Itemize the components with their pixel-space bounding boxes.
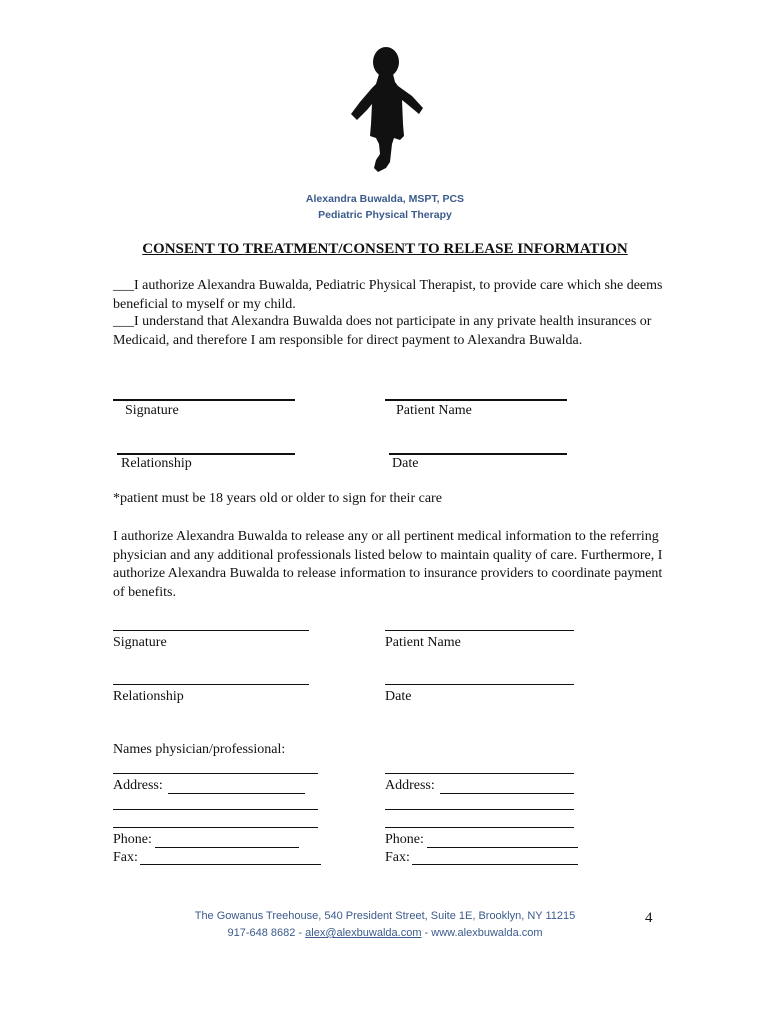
relationship-line[interactable] [117,453,295,455]
consent-treatment-paragraph: ___I authorize Alexandra Buwalda, Pediatric Physical Therapist, to provide care which she deems beneficial to myself or my child. [113,278,663,312]
address-line-right[interactable] [440,793,574,794]
document-title: CONSENT TO TREATMENT/CONSENT TO RELEASE INFORMATION [142,241,628,257]
footer-phone: 917-648 8682 [227,927,296,939]
address-line-2-left[interactable] [113,809,318,810]
release-information-paragraph: I authorize Alexandra Buwalda to release any or all pertinent medical information to the referring physician and any additional professionals listed below to maintain quality of care. Furthermore, I authorize Alexandra Buwalda to release information to insurance providers to coordinate payment of benefits. [113,529,663,600]
date-line[interactable] [389,453,567,455]
phone-line-left[interactable] [155,847,299,848]
age-requirement-note: *patient must be 18 years old or older to sign for their care [113,491,442,506]
patient-name-label: Patient Name [396,403,472,418]
child-silhouette-icon [346,44,426,176]
phone-label-left: Phone: [113,832,152,847]
professionals-heading: Names physician/professional: [113,742,286,757]
relationship-label: Relationship [121,456,192,471]
relationship-line-2[interactable] [113,684,309,685]
footer-email-link[interactable]: alex@alexbuwalda.com [305,927,422,939]
signature-line[interactable] [113,399,295,401]
patient-name-label-2: Patient Name [385,635,461,650]
patient-name-line-2[interactable] [385,630,574,631]
professional-name-line-right[interactable] [385,773,574,774]
footer-separator: - [421,927,432,939]
patient-name-line[interactable] [385,399,567,401]
date-label-2: Date [385,689,412,704]
footer-separator: - [295,927,306,939]
address-line-3-left[interactable] [113,827,318,828]
address-line-2-right[interactable] [385,809,574,810]
consent-payment-paragraph: ___I understand that Alexandra Buwalda does not participate in any private health insurances or Medicaid, and therefore I am responsible for direct payment to Alexandra Buwalda. [113,314,652,348]
phone-line-right[interactable] [427,847,578,848]
date-label: Date [392,456,419,471]
footer-website: www.alexbuwalda.com [431,927,543,939]
practitioner-name: Alexandra Buwalda, MSPT, PCS [305,193,465,205]
fax-line-right[interactable] [412,864,578,865]
footer-contact [0,927,770,939]
address-line-3-right[interactable] [385,827,574,828]
fax-line-left[interactable] [140,864,321,865]
practice-name: Pediatric Physical Therapy [318,209,452,221]
address-label-right: Address: [385,778,435,793]
date-line-2[interactable] [385,684,574,685]
address-label-left: Address: [113,778,163,793]
fax-label-left: Fax: [113,850,138,865]
signature-label-2: Signature [113,635,167,650]
signature-label: Signature [125,403,179,418]
phone-label-right: Phone: [385,832,424,847]
address-line-left[interactable] [168,793,305,794]
footer-address: The Gowanus Treehouse, 540 President Street, Suite 1E, Brooklyn, NY 11215 [194,910,576,922]
signature-line-2[interactable] [113,630,309,631]
fax-label-right: Fax: [385,850,410,865]
page-number: 4 [645,910,653,926]
relationship-label-2: Relationship [113,689,184,704]
professional-name-line-left[interactable] [113,773,318,774]
